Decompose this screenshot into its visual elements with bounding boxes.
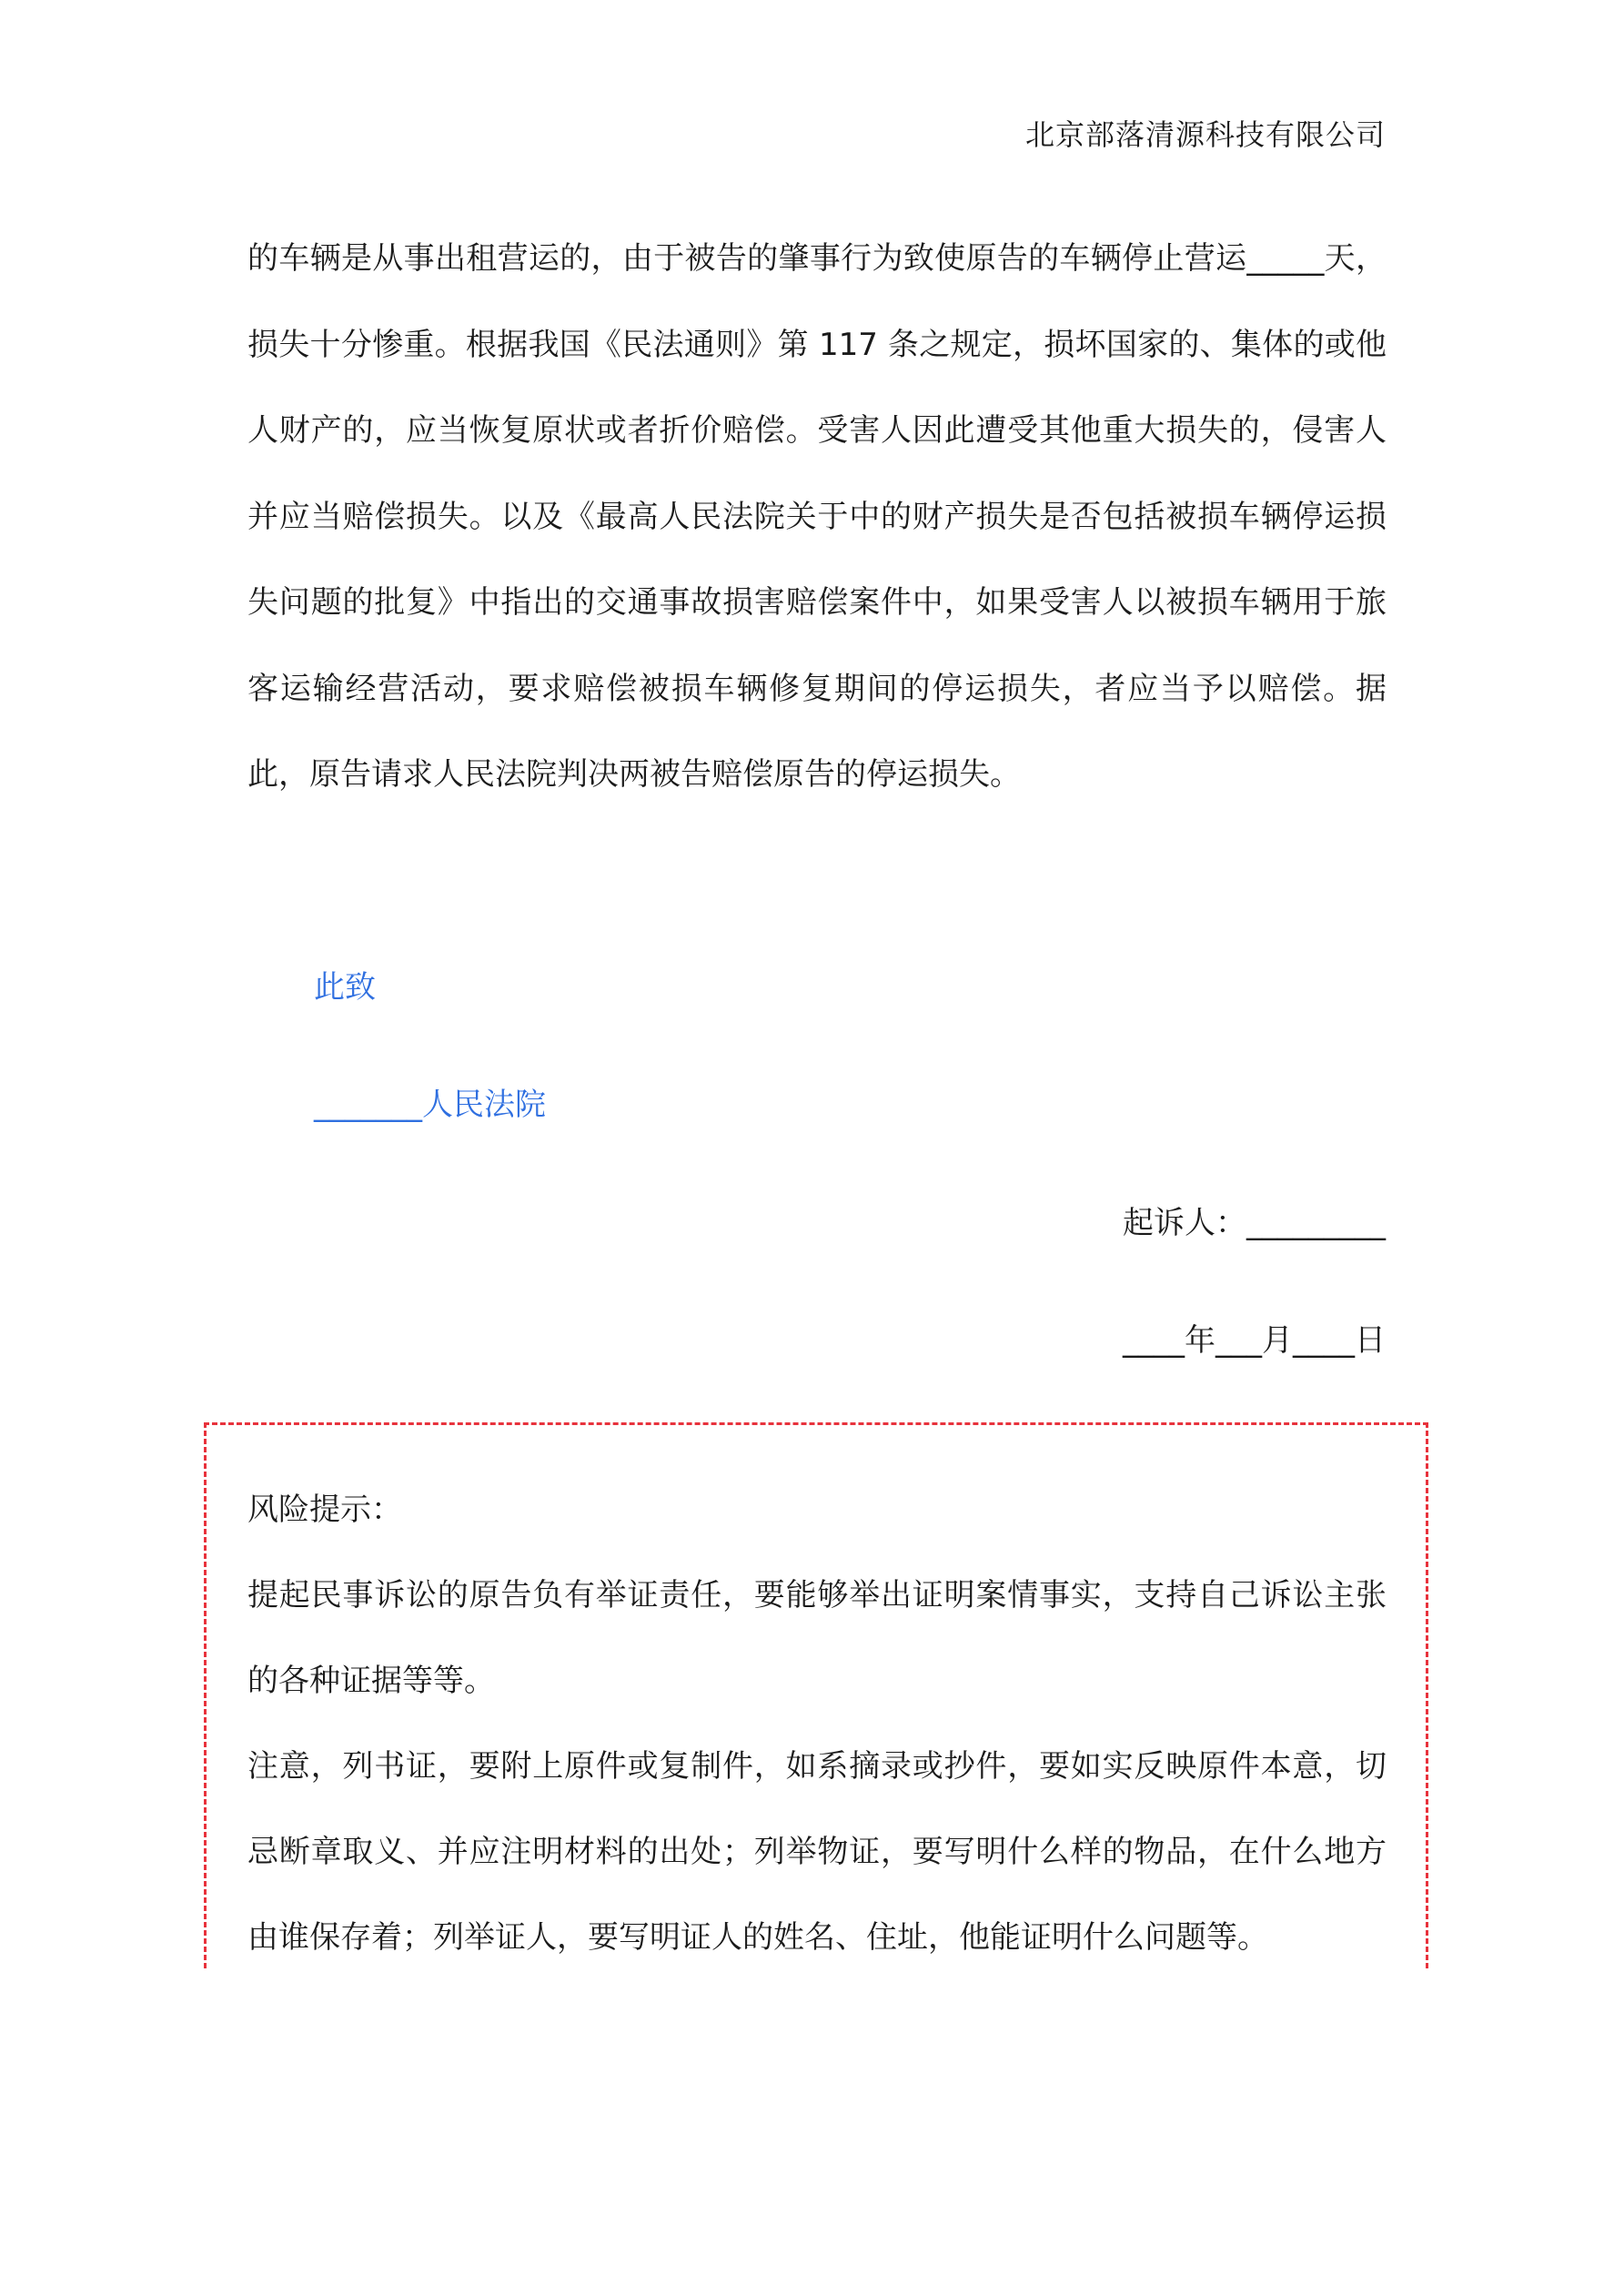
header-company-name: 北京部落清源科技有限公司: [1024, 117, 1386, 152]
risk-warning-paragraph-2: 注意，列书证，要附上原件或复制件，如系摘录或抄件，要如实反映原件本意，切忌断章取义、并应注明材料的出处；列举物证，要写明什么样的物品，在什么地方由谁保存着；列举证人，要写明证人的姓名、住址，他能证明什么问题等。: [247, 1748, 1387, 1956]
complaint-body: [247, 216, 1387, 818]
risk-warning-content: [247, 1467, 1387, 1980]
salutation: 此致: [314, 969, 376, 1006]
plaintiff-signature: 起诉人：_________: [1123, 1205, 1386, 1241]
court-name: _______人民法院: [314, 1087, 546, 1123]
complaint-paragraph: 的车辆是从事出租营运的，由于被告的肇事行为致使原告的车辆停止营运_____天，损失十分惨重。根据我国《民法通则》第 117 条之规定，损坏国家的、集体的或他人财产的，应当恢复原状或者折价赔偿。受害人因此遭受其他重大损失的，侵害人并应当赔偿损失。以及《最高人民法院关于中的财产损失是否包括被损车辆停运损失问题的批复》中指出的交通事故损害赔偿案件中，如果受害人以被损车辆用于旅客运输经营活动，要求赔偿被损车辆修复期间的停运损失，者应当予以赔偿。据此，原告请求人民法院判决两被告赔偿原告的停运损失。: [247, 240, 1387, 793]
risk-warning-title: 风险提示：: [247, 1492, 402, 1528]
signature-date: ____年___月____日: [1123, 1322, 1386, 1359]
risk-warning-paragraph-1: 提起民事诉讼的原告负有举证责任，要能够举出证明案情事实，支持自己诉讼主张的各种证据等等。: [247, 1577, 1387, 1699]
